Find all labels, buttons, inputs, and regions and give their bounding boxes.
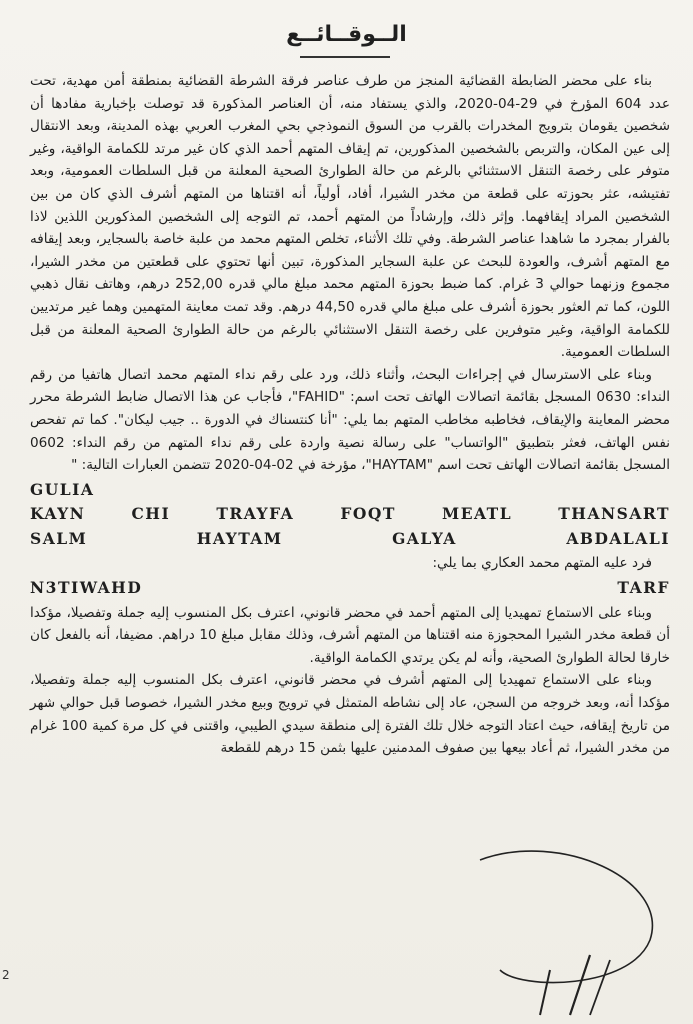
latin-text-line: N3TIWAHD TARF [30,578,670,598]
handwritten-signature [440,820,680,1020]
paragraph-hearing-ashraf: وبناء على الاستماع تمهيديا إلى المتهم أشرف في محضر قانوني، اعترف بكل المنسوب إليه جملة وتفصيلا، مؤكدا أنه، وبعد خروجه من السجن، عاد إلى نشاطه المتمثل في ترويج وبيع مخدر الشيرا، خصوصا قبل حوالي شهر من تاريخ إيقافه، حيث اعتاد التوجه خلال تلك الفترة إلى منطقة سيدي الطيبي، واقتنى في كل مرة كمية 100 غرام من مخدر الشيرا، ثم أعاد بيعها بين صفوف المدمنين عليها بثمن 15 درهم للقطعة [30,672,670,757]
latin-text-line: KAYN CHI TRAYFA FOQT MEATL THANSART [30,504,670,524]
document-title: الــوقــائــع [286,22,407,47]
paragraph-facts-intro: بناء على محضر الضابطة القضائية المنجز من طرف عناصر فرقة الشرطة القضائية بمنطقة أمن مهدية، تحت عدد 604 المؤرخ في 29-04-2020، والذي يستفاد منه، أن العناصر المذكورة قد توصلت بإخبارية مفادها أن شخصين يقومان بترويج المخدرات بالقرب من السوق النموذجي بحي المغرب العربي بهذه المدينة، وبعد الانتقال إلى عين المكان، والتربص بالشخصين المذكورين، تم إيقاف المتهم أحمد الذي كان غير مرتد للكمامة الواقية، وغير متوفر على رخصة التنقل الاستثنائي بالرغم من حالة الطوارئ الصحية المعلنة من قبل السلطات العمومية، وبعد تفتيشه، عثر بحوزته على قطعة من مخدر الشيرا، أفاد، أولياً، أنه اقتناها من المتهم أشرف الذي كان من بين الشخصين المراد إيقافهما. وإثر ذلك، وإرشاداً من المتهم أحمد، تم التوجه إلى الشخصين المذكورين اللذين لاذا بالفرار بمجرد ما شاهدا عناصر الشرطة. وفي تلك الأثناء، تخلص المتهم محمد من علبة خاصة بالسجاير، وبعد إيقافه مع المتهم أشرف، والعودة للبحث عن علبة السجاير المذكورة، تبين أنها تحتوي على قطعتين من مخدر الشيرا، مجموع وزنهما حوالي 3 غرام. كما ضبط بحوزة المتهم محمد مبلغ مالي قدره 252,00 درهم، وهاتف نقال ذهبي اللون، كما تم العثور بحوزة أشرف على مبلغ مالي قدره 44,50 درهم. وقد تمت معاينة المتهمين وهما غير مرتديين للكمامة الواقية، وغير متوفرين على رخصة التنقل الاستثنائي بالرغم من حالة الطوارئ الصحية المعلنة من قبل السلطات العمومية. [30,73,670,361]
title-underline [300,56,390,58]
document-body [30,70,670,760]
page-number: 2 [2,968,10,982]
paragraph-reply-prefix: فرد عليه المتهم محمد العكاري بما يلي: [432,555,652,572]
paragraph-phone-search: وبناء على الاسترسال في إجراءات البحث، وأثناء ذلك، ورد على رقم نداء المتهم محمد اتصال هاتفيا من رقم النداء: 0630 المسجل بقائمة اتصالات الهاتف تحت اسم: "FAHID"، فأجاب عن هذا الاتصال ضابط الشرطة محرر محضر المعاينة والإيقاف، فخاطبه مخاطب المتهم بما يلي: "أنا كنتسناك في الدورة .. جيب ليكان". كما تم تفحص نفس الهاتف، فعثر بتطبيق "الواتساب" على رسالة نصية واردة على رقم نداء المتهم من رقم النداء: 0602 المسجل بقائمة اتصالات الهاتف تحت اسم "HAYTAM"، مؤرخة في 02-04-2020 تتضمن العبارات التالية: " [30,366,670,474]
latin-text-line: GULIA [30,479,95,499]
paragraph-hearing-ahmed: وبناء على الاستماع تمهيديا إلى المتهم أحمد في محضر قانوني، اعترف بكل المنسوب إليه جملة وتفصيلا، مؤكدا أن قطعة مخدر الشيرا المحجوزة منه اقتناها من المتهم أشرف، وذلك مقابل مبلغ 10 دراهم. مضيفا، أنه بالفعل كان خارقا لحالة الطوارئ الصحية، وأنه لم يكن يرتدي الكمامة الواقية. [30,604,671,666]
latin-text-line: SALM HAYTAM GALYA ABDALALI [30,528,670,548]
